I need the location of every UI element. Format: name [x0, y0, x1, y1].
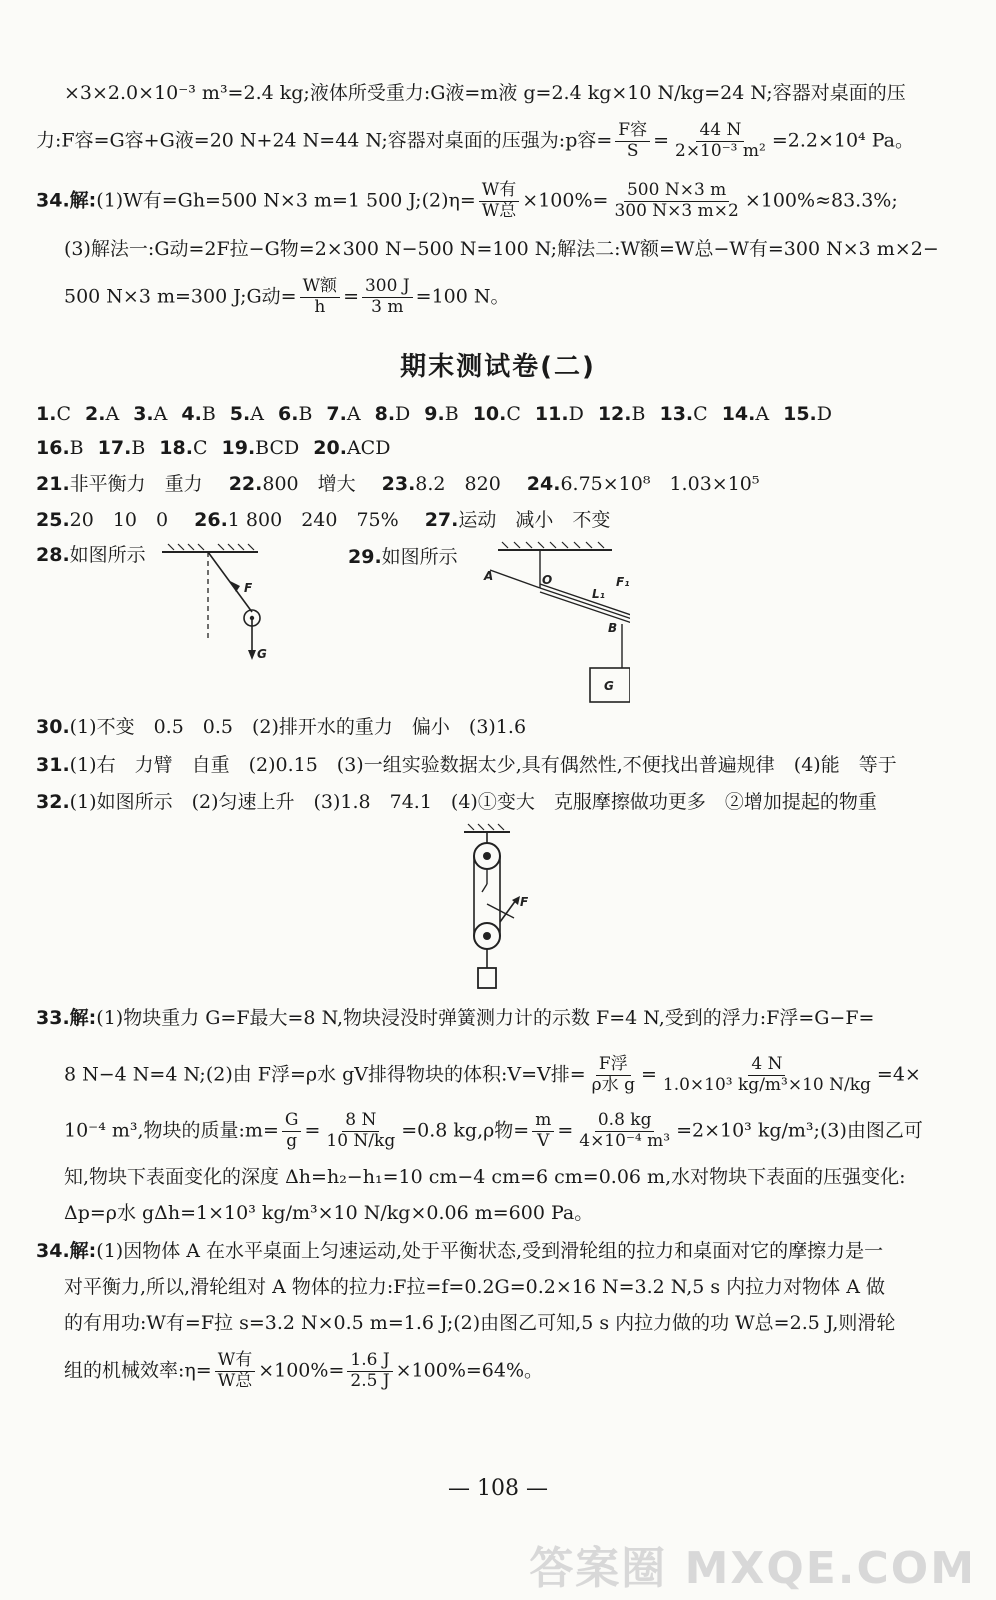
answers-row-4 — [36, 509, 976, 532]
answer-value: 800 增大 — [262, 473, 356, 495]
answer-number: 5. — [229, 403, 251, 425]
answer-value: D — [395, 403, 411, 425]
answer-value: D — [568, 403, 584, 425]
answer-number: 20. — [313, 437, 347, 459]
figure-32-pulley — [440, 822, 540, 997]
answer-number: 21. — [36, 473, 70, 495]
answer-value: BCD — [255, 437, 300, 459]
watermark-logo: 答案圈 MXQE.COM — [529, 1543, 976, 1594]
fraction: $\frac{\text{F浮}}{\text{ρ水 g}}$ — [591, 1054, 635, 1095]
answers-row-3 — [36, 473, 976, 496]
answer-number: 25. — [36, 509, 70, 531]
answer-number: 11. — [534, 403, 569, 425]
q30-line: 30.(1)不变 0.5 0.5 (2)排开水的重力 偏小 (3)1.6 — [36, 716, 527, 738]
answer-number: 7. — [326, 403, 347, 425]
fraction: $\frac{300 J}{3 m}$ — [362, 278, 413, 317]
answer-value: A — [346, 403, 361, 425]
answer-number: 13. — [659, 403, 694, 425]
answer-value: 8.2 820 — [415, 473, 501, 495]
answer-number: 8. — [374, 403, 396, 425]
answer-number: 1. — [36, 403, 57, 425]
q31-line: 31.(1)右 力臂 自重 (2)0.15 (3)一组实验数据太少,具有偶然性,不便找出普遍规律 (4)能 等于 — [36, 754, 897, 776]
q32-line: 32.(1)如图所示 (2)匀速上升 (3)1.8 74.1 (4)①变大 克服摩擦做功更多 ②增加提起的物重 — [36, 791, 877, 813]
answer-value: ACD — [346, 437, 391, 459]
q28-label: 28.如图所示 — [36, 544, 146, 566]
answer-value: B — [444, 403, 459, 425]
answer-number: 16. — [36, 437, 70, 459]
answer-number: 18. — [159, 437, 193, 459]
answer-value: 20 10 0 — [69, 509, 169, 531]
answers-row-2 — [36, 437, 976, 460]
text-line: ×3×2.0×10⁻³ m³=2.4 kg;液体所受重力:G液=m液 g=2.4 kg×10 N/kg=24 N;容器对桌面的压 — [64, 82, 906, 104]
answer-number: 14. — [721, 403, 756, 425]
answer-number: 19. — [221, 437, 256, 459]
q34b-line4: 组的机械效率:η= $\frac{\text{W有}}{\text{W总}}$ ×100%= $\frac{1.6 J}{2.5 J}$ ×100%=64%。 — [64, 1350, 544, 1391]
answer-number: 9. — [424, 403, 445, 425]
answer-number: 4. — [181, 403, 202, 425]
answer-value: C — [192, 437, 208, 459]
svg-text:B: B — [608, 621, 618, 635]
q34-line1: 34.解:(1)W有=Gh=500 N×3 m=1 500 J;(2)η= $\frac{\text{W有}}{\text{W总}}$ ×100%= $\frac{500 N\times 3 m}{300 N\times 3 m\times 2}$ ×100%≈83.3%; — [36, 180, 898, 221]
q34b-line3: 的有用功:W有=F拉 s=3.2 N×0.5 m=1.6 J;(2)由图乙可知,5 s 内拉力做的功 W总=2.5 J,则滑轮 — [64, 1312, 896, 1334]
answer-number: 27. — [424, 509, 459, 531]
answer-value: B — [69, 437, 84, 459]
q34-line2: (3)解法一:G动=2F拉−G物=2×300 N−500 N=100 N;解法二:W额=W总−W有=300 N×3 m×2− — [64, 238, 939, 260]
answer-value: A — [105, 403, 120, 425]
figure-28-pendulum — [160, 540, 270, 670]
answer-number: 17. — [97, 437, 132, 459]
q33-line1: 33.解:(1)物块重力 G=F最大=8 N,物块浸没时弹簧测力计的示数 F=4 N,受到的浮力:F浮=G−F= — [36, 1007, 875, 1029]
answer-number: 24. — [526, 473, 561, 495]
answer-value: 1 800 240 75% — [227, 509, 399, 531]
q29-label: 29.如图所示 — [348, 546, 458, 568]
svg-text:G: G — [604, 679, 614, 693]
fraction: $\frac{8 N}{10 N/kg}$ — [326, 1110, 396, 1151]
q33-line3: 10⁻⁴ m³,物块的质量:m= $\frac{G}{g}$ = $\frac{8 N}{10 N/kg}$ =0.8 kg,ρ物= $\frac{m}{V}$ = $\frac{0.8 kg}{\text{4×10⁻⁴ m³}}$ =2×10³ kg/m³;(3)由图乙可 — [64, 1110, 923, 1151]
fraction: $\frac{\text{F容}}{S}$ — [615, 122, 650, 161]
q34-line3: 500 N×3 m=300 J;G动= $\frac{\text{W额}}{h}$ = $\frac{300 J}{3 m}$ =100 N。 — [64, 276, 510, 317]
answer-value: A — [250, 403, 264, 425]
q34b-line1: 34.解:(1)因物体 A 在水平桌面上匀速运动,处于平衡状态,受到滑轮组的拉力和桌面对它的摩擦力是一 — [36, 1240, 884, 1262]
answer-number: 23. — [381, 473, 416, 495]
fraction: $\frac{m}{V}$ — [532, 1112, 554, 1151]
svg-text:O: O — [542, 573, 553, 587]
q34b-line2: 对平衡力,所以,滑轮组对 A 物体的拉力:F拉=f=0.2G=0.2×16 N=3.2 N,5 s 内拉力对物体 A 做 — [64, 1276, 885, 1298]
svg-text:G: G — [257, 647, 267, 661]
svg-text:F: F — [520, 895, 529, 909]
answer-value: 运动 减小 不变 — [458, 509, 611, 531]
answer-number: 10. — [472, 403, 507, 425]
answer-value: B — [131, 437, 146, 459]
answer-value: C — [56, 403, 71, 425]
fraction: $\frac{G}{g}$ — [282, 1112, 302, 1151]
fraction: $\frac{1.6 J}{2.5 J}$ — [347, 1352, 392, 1391]
fraction: $\frac{\text{W额}}{h}$ — [300, 278, 340, 317]
fraction: $\frac{4 N}{\text{1.0×10³ kg/m³×10 N/kg}}$ — [662, 1054, 871, 1095]
answer-value: C — [506, 403, 521, 425]
figure-29-lever — [480, 540, 630, 710]
fraction: $\frac{44 N}{\text{2×10⁻³ m²}}$ — [675, 120, 766, 161]
text-line: 力:F容=G容+G液=20 N+24 N=44 N;容器对桌面的压强为:p容= $\frac{\text{F容}}{S}$ = $\frac{44 N}{\text{2×10⁻³ m²}}$ =2.2×10⁴ Pa。 — [36, 120, 914, 161]
section-title: 期末测试卷(二) — [400, 352, 596, 382]
answer-number: 12. — [597, 403, 632, 425]
answer-number: 6. — [277, 403, 299, 425]
answer-value: A — [153, 403, 168, 425]
fraction: $\frac{500 N\times 3 m}{300 N\times 3 m\times 2}$ — [614, 180, 739, 221]
answer-value: B — [298, 403, 313, 425]
answer-number: 22. — [228, 473, 263, 495]
q33-line5: Δp=ρ水 gΔh=1×10³ kg/m³×10 N/kg×0.06 m=600 Pa。 — [64, 1202, 594, 1224]
answer-value: A — [755, 403, 770, 425]
svg-text:L₁: L₁ — [592, 587, 605, 601]
fraction: $\frac{\text{W有}}{\text{W总}}$ — [479, 182, 519, 221]
answer-number: 26. — [194, 509, 228, 531]
page-number: — 108 — — [448, 1476, 548, 1501]
q33-line4: 知,物块下表面变化的深度 Δh=h₂−h₁=10 cm−4 cm=6 cm=0.06 m,水对物块下表面的压强变化: — [64, 1166, 906, 1188]
answer-value: 6.75×10⁸ 1.03×10⁵ — [560, 473, 760, 495]
answer-number: 15. — [783, 403, 817, 425]
answers-row-1 — [36, 403, 976, 426]
fraction: $\frac{0.8 kg}{\text{4×10⁻⁴ m³}}$ — [579, 1110, 671, 1151]
answer-value: B — [631, 403, 646, 425]
answer-value: C — [693, 403, 708, 425]
answer-value: B — [201, 403, 216, 425]
answer-value: 非平衡力 重力 — [69, 473, 203, 495]
q33-line2: 8 N−4 N=4 N;(2)由 F浮=ρ水 gV排得物块的体积:V=V排= $\frac{\text{F浮}}{\text{ρ水 g}}$ = $\frac{4 N}{\text{1.0×10³ kg/m³×10 N/kg}}$ =4× — [64, 1054, 921, 1095]
svg-text:F₁: F₁ — [616, 575, 630, 589]
svg-text:F: F — [244, 581, 253, 595]
answer-number: 2. — [85, 403, 106, 425]
answer-number: 3. — [133, 403, 154, 425]
svg-text:A: A — [484, 569, 494, 583]
answer-value: D — [816, 403, 832, 425]
fraction: $\frac{\text{W有}}{\text{W总}}$ — [215, 1352, 255, 1391]
